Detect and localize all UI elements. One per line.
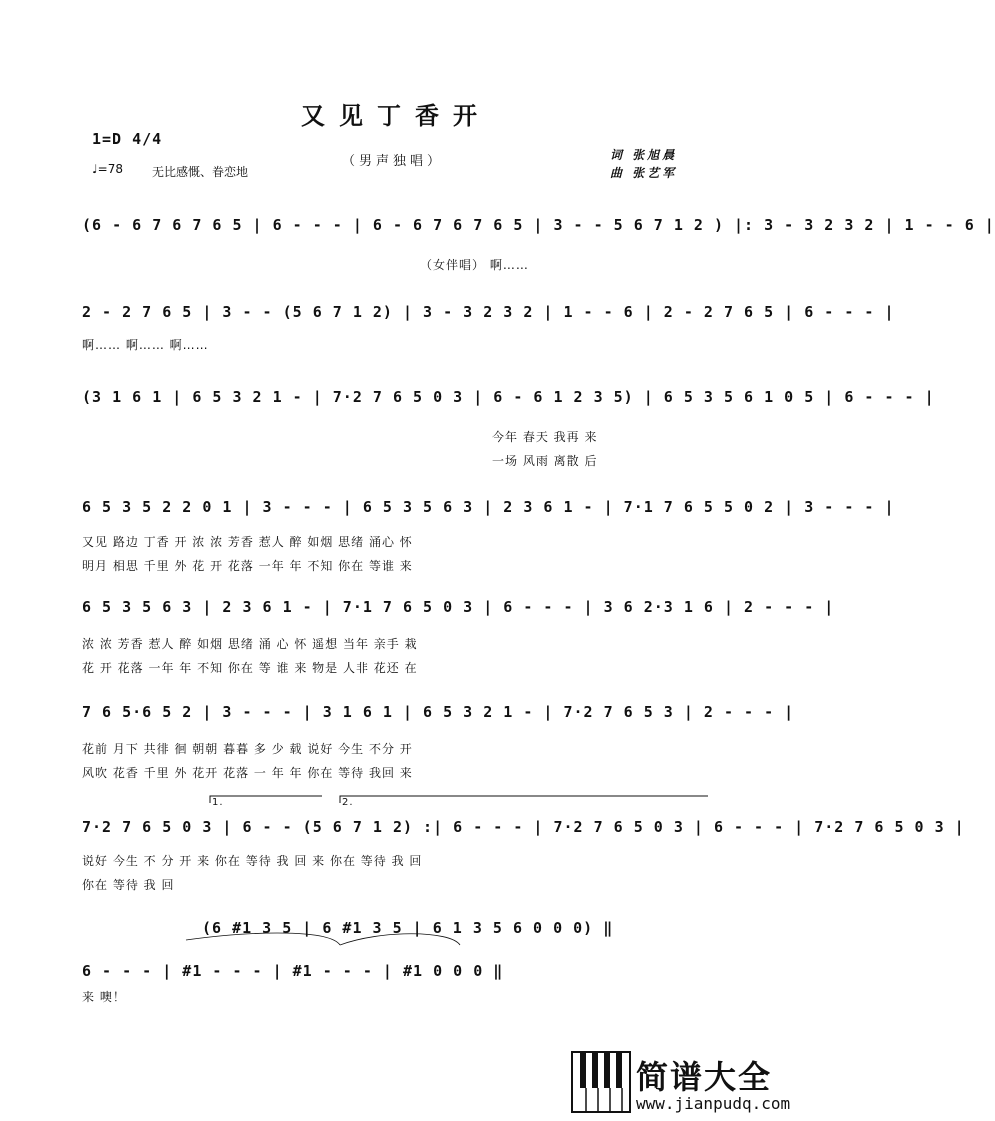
lyrics-row-2-verse-1: 啊…… 啊…… 啊……: [82, 338, 209, 352]
lyricist-credit: 词 张旭晨: [610, 148, 678, 162]
tie-arc-1: [186, 933, 340, 945]
lyrics-row-6-verse-2: 风吹 花香 千里 外 花开 花落 一 年 年 你在 等待 我回 来: [82, 766, 413, 780]
volta-2-bracket: [340, 796, 708, 803]
piano-logo-icon: [572, 1052, 630, 1112]
performance-subtitle: （男声独唱）: [342, 154, 445, 169]
expression-marking: 无比感慨、眷恋地: [152, 165, 249, 179]
volta-2-label: 2.: [342, 797, 354, 808]
score-row-7: 7·2 7 6 5 0 3 | 6 - - (5 6 7 1 2) :| 6 - - - | 7·2 7 6 5 0 3 | 6 - - - | 7·2 7 6 5 0 3 |: [82, 818, 965, 836]
key-signature: 1=D 4/4: [92, 130, 163, 148]
lyrics-row-7-verse-2: 你在 等待 我 回: [82, 878, 175, 892]
score-row-3: (3 1 6 1 | 6 5 3 2 1 - | 7·2 7 6 5 0 3 | 6 - 6 1 2 3 5) | 6 5 3 5 6 1 0 5 | 6 - - - |: [82, 388, 935, 406]
lyrics-row-1-verse-1: （女伴唱） 啊……: [420, 258, 529, 272]
tempo-marking: ♩=78: [92, 162, 123, 176]
lyrics-row-3-verse-2: 一场 风雨 离散 后: [492, 454, 598, 468]
watermark-brand: 简谱大全: [636, 1058, 773, 1096]
score-row-8-accompaniment: (6 #1 3 5 | 6 #1 3 5 | 6 1 3 5 6 0 0 0) ‖: [202, 919, 614, 937]
lyrics-row-4-verse-2: 明月 相思 千里 外 花 开 花落 一年 年 不知 你在 等谁 来: [82, 559, 413, 573]
composer-credit: 曲 张艺军: [610, 166, 678, 180]
score-row-6: 7 6 5·6 5 2 | 3 - - - | 3 1 6 1 | 6 5 3 2 1 - | 7·2 7 6 5 3 | 2 - - - |: [82, 703, 795, 721]
score-row-9-voice: 6 - - - | #1 - - - | #1 - - - | #1 0 0 0 ‖: [82, 962, 504, 980]
score-row-5: 6 5 3 5 6 3 | 2 3 6 1 - | 7·1 7 6 5 0 3 | 6 - - - | 3 6 2·3 1 6 | 2 - - - |: [82, 598, 835, 616]
lyrics-row-7-verse-1: 说好 今生 不 分 开 来 你在 等待 我 回 来 你在 等待 我 回: [82, 854, 423, 868]
score-row-2: 2 - 2 7 6 5 | 3 - - (5 6 7 1 2) | 3 - 3 2 3 2 | 1 - - 6 | 2 - 2 7 6 5 | 6 - - - |: [82, 303, 895, 321]
score-row-1: (6 - 6 7 6 7 6 5 | 6 - - - | 6 - 6 7 6 7 6 5 | 3 - - 5 6 7 1 2 ) |: 3 - 3 2 3 2 | 1 - - 6 |: [82, 216, 995, 234]
lyrics-row-5-verse-2: 花 开 花落 一年 年 不知 你在 等 谁 来 物是 人非 花还 在: [82, 661, 418, 675]
score-row-4: 6 5 3 5 2 2 0 1 | 3 - - - | 6 5 3 5 6 3 | 2 3 6 1 - | 7·1 7 6 5 5 0 2 | 3 - - - |: [82, 498, 895, 516]
lyrics-row-5-verse-1: 浓 浓 芳香 惹人 醉 如烟 思绪 涌 心 怀 遥想 当年 亲手 栽: [82, 637, 418, 651]
tie-arc-2: [340, 934, 460, 945]
lyrics-row-6-verse-1: 花前 月下 共徘 徊 朝朝 暮暮 多 少 载 说好 今生 不分 开: [82, 742, 413, 756]
watermark-url: www.jianpudq.com: [636, 1094, 791, 1113]
volta-1-bracket: [210, 796, 322, 803]
lyrics-row-3-verse-1: 今年 春天 我再 来: [492, 430, 598, 444]
song-title: 又见丁香开: [301, 102, 491, 130]
lyrics-row-9: 来 噢！: [82, 990, 126, 1004]
volta-1-label: 1.: [212, 797, 224, 808]
lyrics-row-4-verse-1: 又见 路边 丁香 开 浓 浓 芳香 惹人 醉 如烟 思绪 涌心 怀: [82, 535, 413, 549]
